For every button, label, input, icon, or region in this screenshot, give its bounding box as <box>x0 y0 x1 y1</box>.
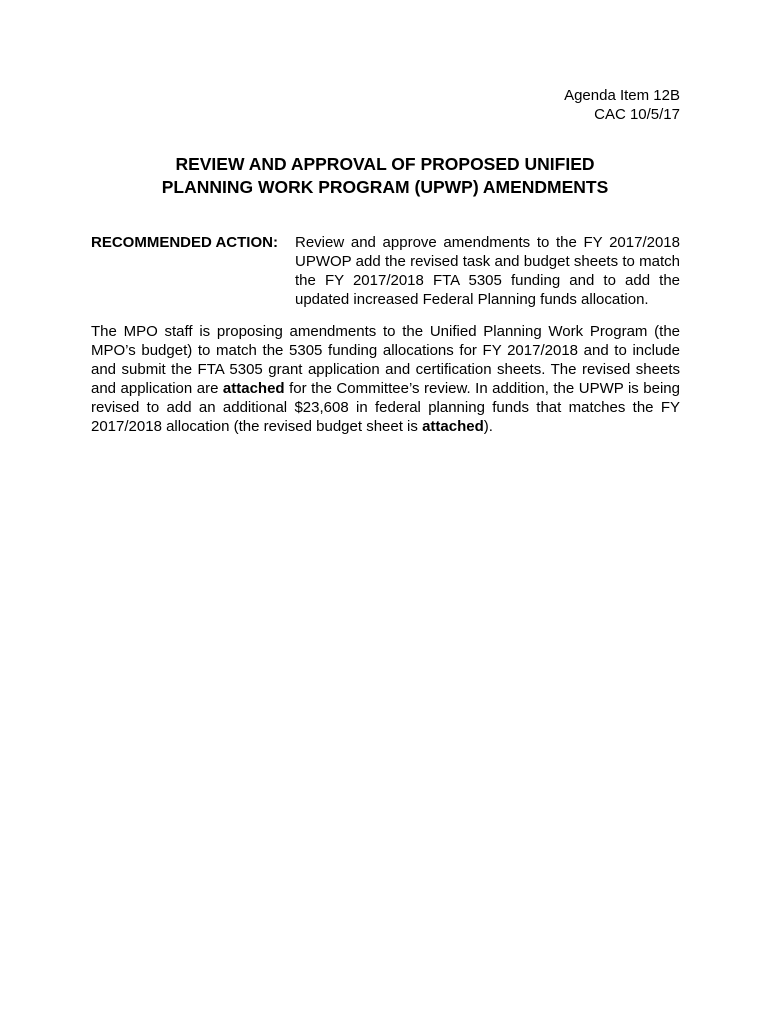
body-text-part-2: for the Committee’s review. In addition, the UPWP is being revised to add an additional $23,608 in federal planning funds that matches the FY 2017/2018 allocation (the revised budget sheet is <box>91 380 680 435</box>
recommended-action-text: Review and approve amendments to the FY 2017/2018 UPWOP add the revised task and budget sheets to match the FY 2017/2018 FTA 5305 funding and to add the updated increased Federal Planning funds allocation. <box>295 234 680 308</box>
body-text-part-1: The MPO staff is proposing amendments to the Unified Planning Work Program (the MPO’s budget) to match the 5305 funding allocations for FY 2017/2018 and to include and submit the FTA 5305 grant application and certification sheets. The revised sheets and application are <box>91 323 680 397</box>
agenda-item-label: Agenda Item 12B <box>564 87 680 104</box>
body-paragraph <box>91 322 680 436</box>
cac-date-label: CAC 10/5/17 <box>594 106 680 123</box>
title-line-2: PLANNING WORK PROGRAM (UPWP) AMENDMENTS <box>161 177 609 197</box>
agenda-header <box>564 86 680 124</box>
recommended-action-label: RECOMMENDED ACTION: <box>91 234 278 251</box>
body-text-part-3: ). <box>483 418 493 435</box>
attached-emphasis-1: attached <box>222 380 285 397</box>
attached-emphasis-2: attached <box>422 418 484 435</box>
title-line-1: REVIEW AND APPROVAL OF PROPOSED UNIFIED <box>175 154 595 174</box>
document-title <box>0 153 770 199</box>
